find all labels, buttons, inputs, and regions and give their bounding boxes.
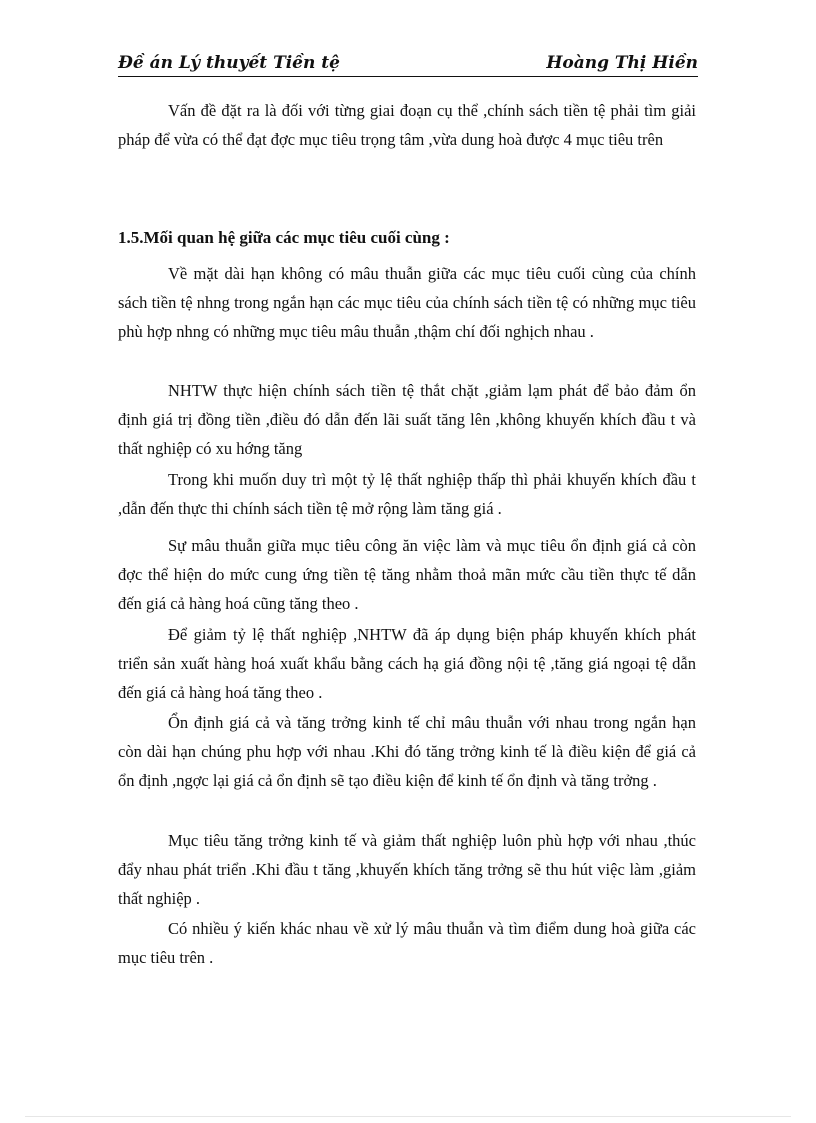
intro-paragraph [118,96,696,154]
paragraph-block [118,620,696,707]
paragraph: Có nhiều ý kiến khác nhau về xử lý mâu thuẫn và tìm điểm dung hoà giữa các mục tiêu trên . [118,919,696,967]
paragraph-block [118,465,696,523]
paragraph: Về mặt dài hạn không có mâu thuẫn giữa các mục tiêu cuối cùng của chính sách tiền tệ nhng trong ngắn hạn các mục tiêu của chính sách tiền tệ có những mục tiêu phù hợp nhng có những mục tiêu mâu thuẫn ,thậm chí đối nghịch nhau . [118,264,696,341]
paragraph-block [118,376,696,463]
section-heading: 1.5.Mối quan hệ giữa các mục tiêu cuối cùng : [118,228,450,247]
paragraph-block [118,826,696,913]
paragraph: Sự mâu thuẫn giữa mục tiêu công ăn việc làm và mục tiêu ổn định giá cả còn đợc thể hiện do mức cung ứng tiền tệ tăng nhằm thoả mãn mức cầu tiền thực tế dẫn đến giá cả hàng hoá cũng tăng theo . [118,536,696,613]
paragraph: Để giảm tỷ lệ thất nghiệp ,NHTW đã áp dụng biện pháp khuyến khích phát triển sản xuất hàng hoá xuất khẩu bằng cách hạ giá đồng nội tệ ,tăng giá ngoại tệ dẫn đến giá cả hàng hoá tăng theo . [118,625,696,702]
paragraph-block [118,531,696,618]
page-bottom-rule [25,1116,791,1117]
paragraph: Trong khi muốn duy trì một tỷ lệ thất nghiệp thấp thì phải khuyến khích đầu t ,dẫn đến thực thi chính sách tiền tệ mở rộng làm tăng giá . [118,470,696,518]
paragraph-block [118,259,696,346]
paragraph: Vấn đề đặt ra là đối với từng giai đoạn cụ thể ,chính sách tiền tệ phải tìm giải pháp để vừa có thể đạt đợc mục tiêu trọng tâm ,vừa dung hoà được 4 mục tiêu trên [118,101,696,149]
page-header [118,50,698,77]
paragraph: NHTW thực hiện chính sách tiền tệ thắt chặt ,giảm lạm phát để bảo đảm ổn định giá trị đồng tiền ,điều đó dẫn đến lãi suất tăng lên ,không khuyến khích đầu t và thất nghiệp có xu hớng tăng [118,381,696,458]
paragraph-block [118,708,696,795]
paragraph: Ổn định giá cả và tăng trởng kinh tế chỉ mâu thuẫn với nhau trong ngắn hạn còn dài hạn chúng phu hợp với nhau .Khi đó tăng trởng kinh tế là điều kiện để giá cả ổn định ,ngợc lại giá cả ổn định sẽ tạo điều kiện để kinh tế ổn định và tăng trởng . [118,713,696,790]
header-author-name: Hoàng Thị Hiền [546,53,698,73]
paragraph-block [118,914,696,972]
paragraph: Mục tiêu tăng trởng kinh tế và giảm thất nghiệp luôn phù hợp với nhau ,thúc đẩy nhau phát triển .Khi đầu t tăng ,khuyến khích tăng trởng sẽ thu hút việc làm ,giảm thất nghiệp . [118,831,696,908]
header-document-title: Đề án Lý thuyết Tiền tệ [118,53,340,73]
